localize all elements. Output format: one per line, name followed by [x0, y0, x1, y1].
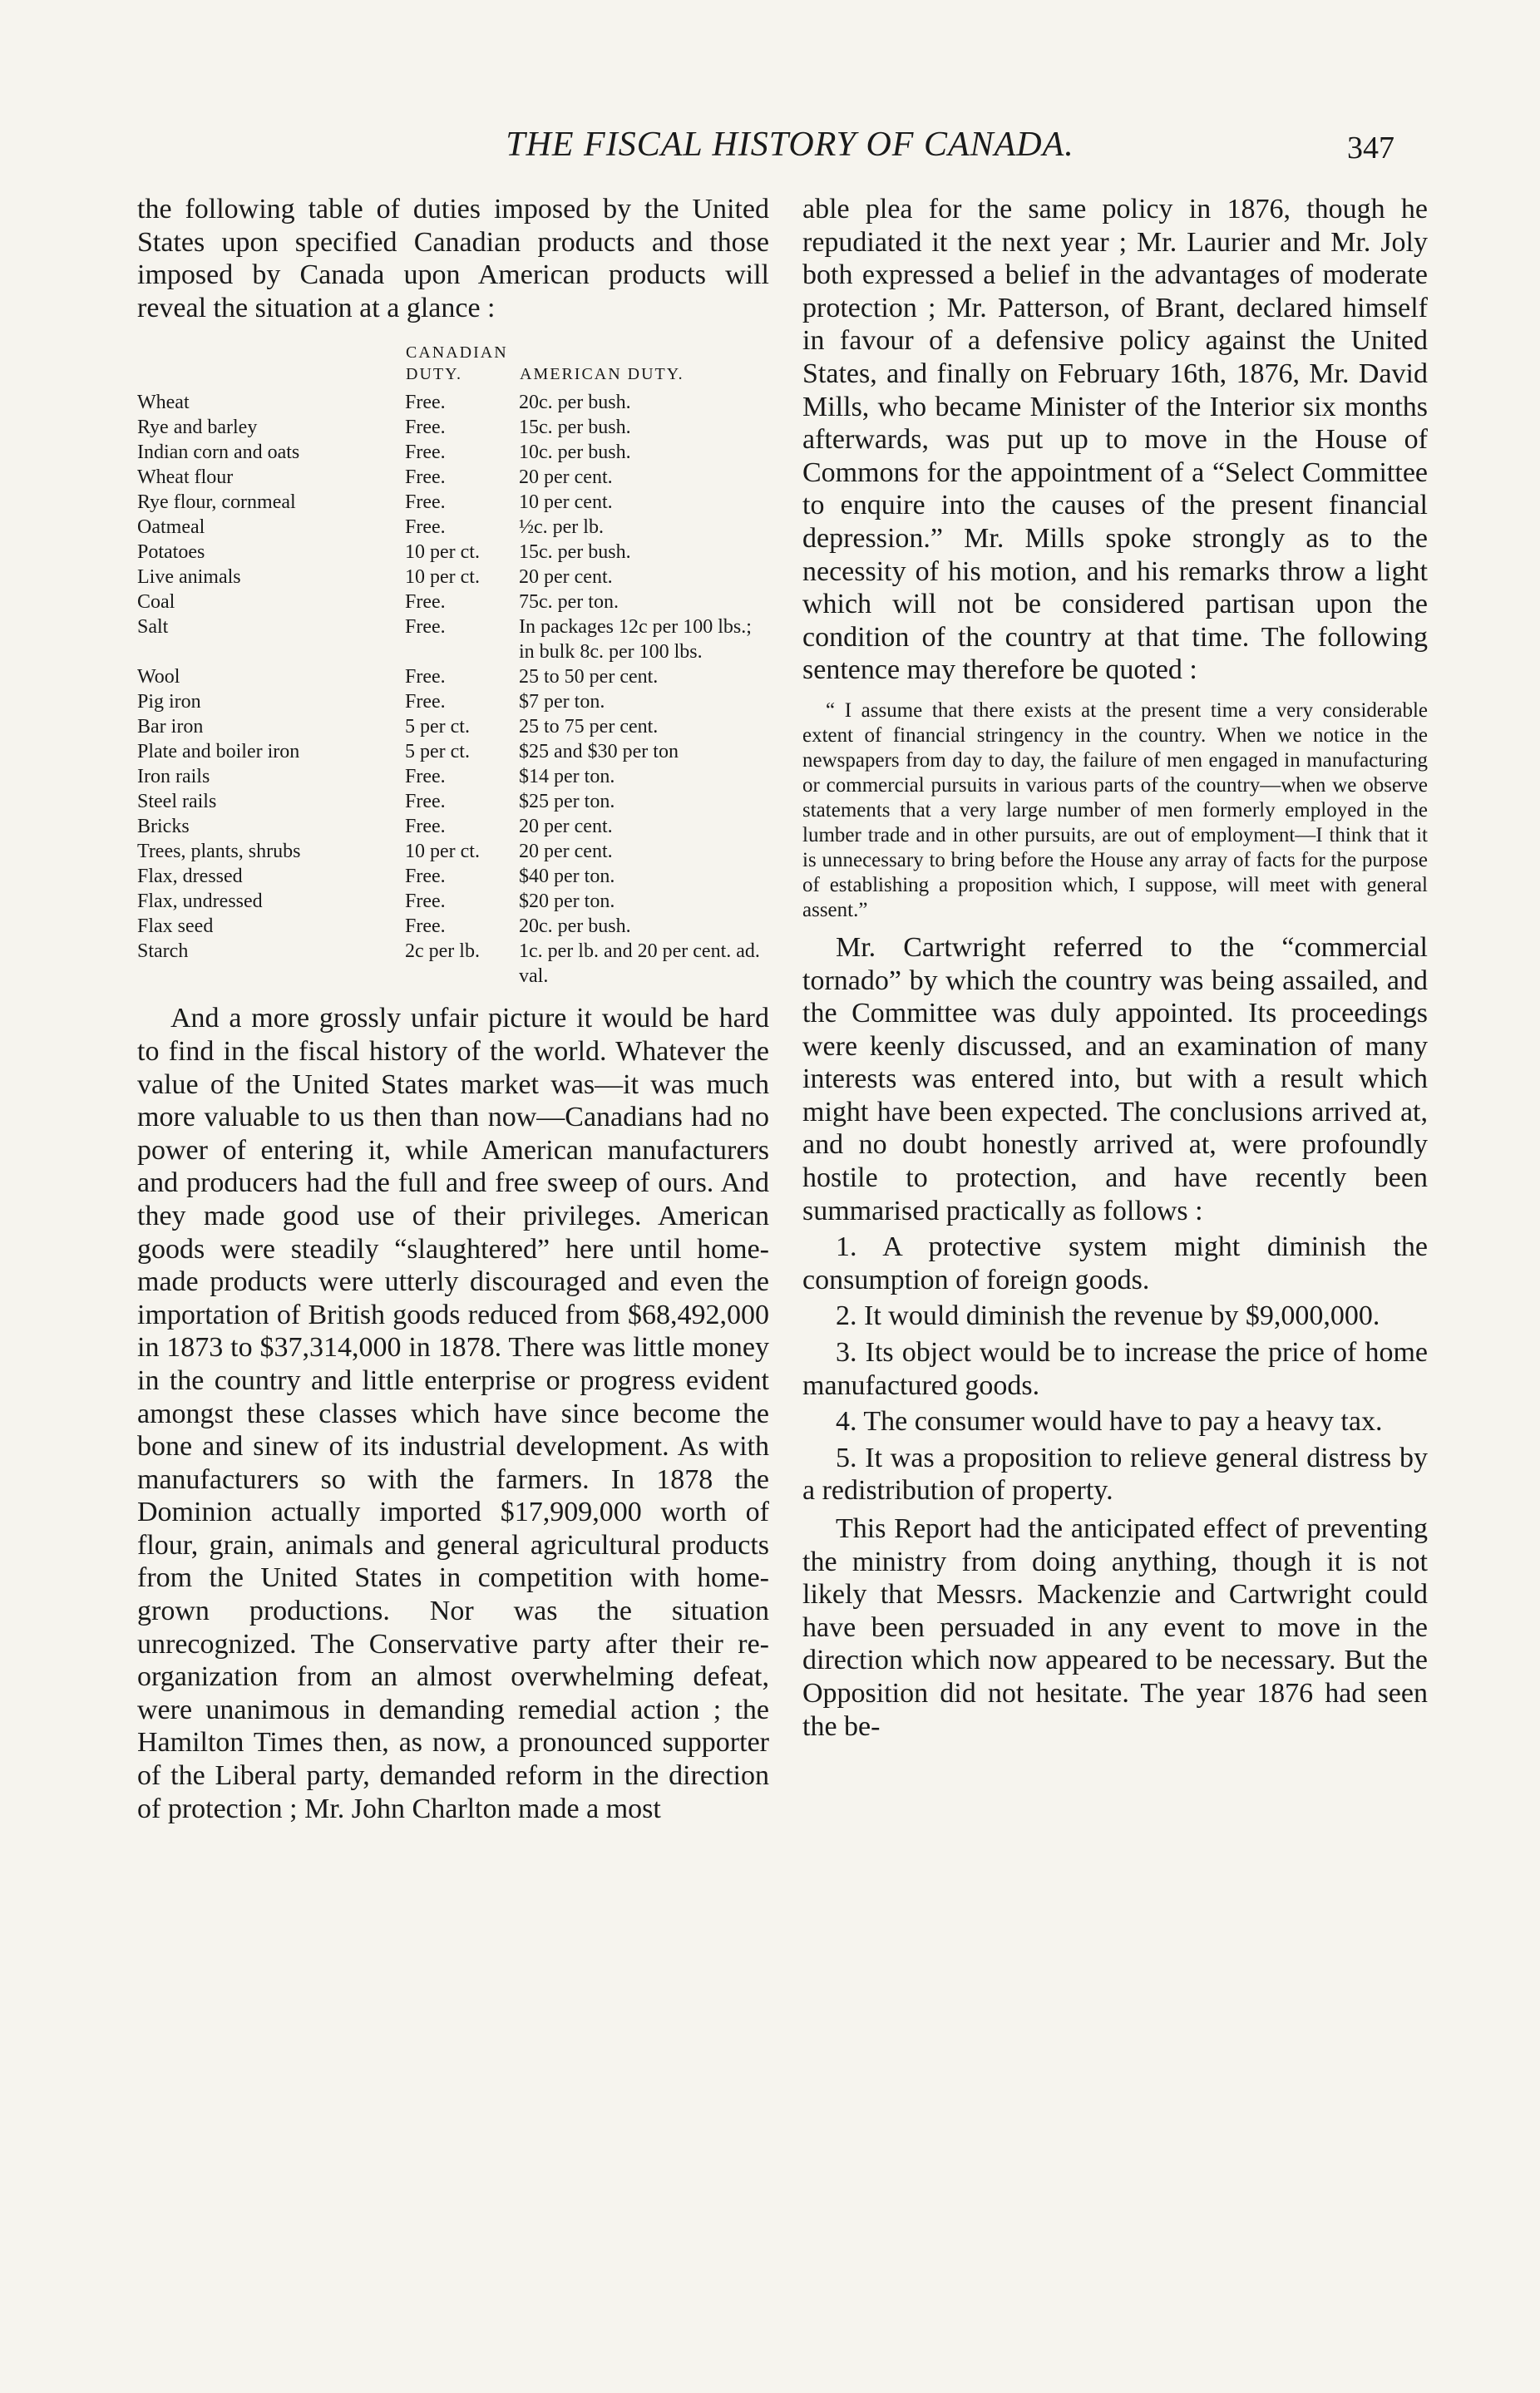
list-item: 5. It was a proposition to relieve general distress by a redistribution of property. — [802, 1442, 1428, 1507]
table-cell-item: Rye and barley — [137, 417, 258, 439]
table-cell-canadian-duty: 10 per ct. — [405, 841, 480, 863]
list-item: 1. A protective system might diminish the consumption of foreign goods. — [802, 1231, 1428, 1295]
table-cell-canadian-duty: Free. — [405, 591, 446, 614]
table-cell-canadian-duty: Free. — [405, 866, 446, 888]
body-paragraph-continued: able plea for the same policy in 1876, though he repudiated it the next year ; Mr. Laurier and Mr. Joly both expressed a belief in the advantages of moderate protection ; Mr. Patterson, of Brant, declared himself in favour of a defensive policy against the United States, and finally on February 16th, 1876, Mr. David Mills, who became Minister of the Interior six months afterwards, was put up to move in the House of Commons for the appointment of a “Select Committee to enquire into the causes of the present financial depression.” Mr. Mills spoke strongly as to the necessity of his motion, and his remarks throw a light which will not be considered partisan upon the condition of the country at that time. The following sentence may therefore be quoted : — [802, 194, 1428, 686]
list-item: 4. The consumer would have to pay a heavy tax. — [836, 1406, 1383, 1438]
table-cell-item: Bar iron — [137, 716, 204, 738]
table-row — [137, 839, 769, 864]
table-cell-canadian-duty: 5 per ct. — [405, 716, 470, 738]
table-cell-american-duty: $14 per ton. — [519, 766, 615, 788]
table-cell-american-duty: In packages 12c per 100 lbs.; in bulk 8c. per 100 lbs. — [519, 616, 752, 664]
body-paragraph: And a more grossly unfair picture it would be hard to find in the fiscal history of the world. Whatever the value of the United States market was—it was much more valuable to us then than now—Canadians had no power of entering it, while American manufacturers and producers had the full and free sweep of ours. And they made good use of their privileges. American goods were steadily “slaughtered” here until home-made products were utterly discouraged and even the importation of British goods reduced from $68,492,000 in 1873 to $37,314,000 in 1878. There was little money in the country and little enterprise or progress evident amongst these classes which have since become the bone and sinew of its industrial development. As with manufacturers so with the farmers. In 1878 the Dominion actually imported $17,909,000 worth of flour, grain, animals and general agricultural products from the United States in competition with home-grown productions. Nor was the situation unrecognized. The Conservative party after their re-organization from an almost overwhelming defeat, were unanimous in demanding remedial action ; the Hamilton Times then, as now, a pronounced supporter of the Liberal party, demanded reform in the direction of protection ; Mr. John Charlton made a most — [137, 1003, 769, 1824]
table-row — [137, 764, 769, 789]
intro-paragraph: the following table of duties imposed by the United States upon specified Canadian products and those imposed by Canada upon American products will reveal the situation at a glance : — [137, 194, 769, 323]
cartwright-paragraph: Mr. Cartwright referred to the “commercial tornado” by which the country was being assailed, and the Committee was duly appointed. Its proceedings were keenly discussed, and an examination of many interests was entered into, but with a result which might have been expected. The conclusions arrived at, and no doubt honestly arrived at, were profoundly hostile to protection, and have recently been summarised practically as follows : — [802, 931, 1428, 1226]
table-cell-american-duty: 1c. per lb. and 20 per cent. ad. val. — [519, 940, 760, 988]
table-cell-canadian-duty: Free. — [405, 466, 446, 489]
right-column — [802, 193, 1428, 1743]
table-cell-item: Plate and boiler iron — [137, 741, 300, 763]
table-row — [137, 689, 769, 714]
table-cell-american-duty: 20 per cent. — [519, 841, 613, 863]
table-cell-american-duty: 15c. per bush. — [519, 417, 631, 439]
table-row — [137, 515, 769, 540]
running-title: THE FISCAL HISTORY OF CANADA. — [506, 126, 1074, 164]
header-canadian-duty: CANADIAN DUTY. — [406, 343, 508, 384]
table-cell-item: Rye flour, cornmeal — [137, 491, 296, 514]
table-row — [137, 889, 769, 914]
list-item: 3. Its object would be to increase the price of home manufactured goods. — [802, 1337, 1428, 1401]
table-cell-canadian-duty: Free. — [405, 491, 446, 514]
table-cell-item: Flax, undressed — [137, 891, 263, 913]
table-row — [137, 714, 769, 739]
table-row — [137, 739, 769, 764]
table-cell-canadian-duty: 5 per ct. — [405, 741, 470, 763]
table-cell-item: Live animals — [137, 566, 241, 589]
table-cell-american-duty: 75c. per ton. — [519, 591, 619, 614]
table-cell-american-duty: 25 to 50 per cent. — [519, 666, 659, 688]
list-item: 2. It would diminish the revenue by $9,000,000. — [836, 1300, 1380, 1332]
table-cell-american-duty: 20c. per bush. — [519, 915, 631, 938]
table-cell-item: Trees, plants, shrubs — [137, 841, 301, 863]
table-row — [137, 440, 769, 465]
table-row — [137, 490, 769, 515]
table-cell-canadian-duty: Free. — [405, 516, 446, 539]
page-number: 347 — [1347, 131, 1394, 165]
table-cell-item: Bricks — [137, 816, 190, 838]
table-cell-item: Wool — [137, 666, 180, 688]
conclusions-list — [802, 1231, 1428, 1507]
table-cell-canadian-duty: Free. — [405, 891, 446, 913]
table-cell-american-duty: 20 per cent. — [519, 466, 613, 489]
table-cell-canadian-duty: Free. — [405, 616, 446, 639]
table-cell-canadian-duty: Free. — [405, 816, 446, 838]
table-row — [137, 864, 769, 889]
table-cell-item: Iron rails — [137, 766, 210, 788]
table-row — [137, 914, 769, 939]
table-cell-item: Starch — [137, 940, 189, 963]
header-item — [137, 341, 405, 390]
table-row — [137, 565, 769, 590]
table-cell-american-duty: ½c. per lb. — [519, 516, 604, 539]
table-cell-item: Steel rails — [137, 791, 217, 813]
table-cell-canadian-duty: 2c per lb. — [405, 940, 480, 963]
table-cell-canadian-duty: Free. — [405, 791, 446, 813]
table-cell-canadian-duty: 10 per ct. — [405, 566, 480, 589]
table-cell-canadian-duty: Free. — [405, 392, 446, 414]
table-cell-american-duty: 10 per cent. — [519, 491, 613, 514]
table-row — [137, 939, 769, 989]
table-cell-american-duty: $25 per ton. — [519, 791, 615, 813]
table-cell-american-duty: 20 per cent. — [519, 566, 613, 589]
table-row — [137, 465, 769, 490]
table-cell-american-duty: $25 and $30 per ton — [519, 741, 679, 763]
table-cell-canadian-duty: Free. — [405, 766, 446, 788]
header-american-duty: AMERICAN DUTY. — [520, 365, 684, 384]
table-cell-american-duty: 20 per cent. — [519, 816, 613, 838]
table-cell-canadian-duty: Free. — [405, 417, 446, 439]
table-cell-american-duty: $40 per ton. — [519, 866, 615, 888]
table-cell-american-duty: 10c. per bush. — [519, 442, 631, 464]
report-paragraph: This Report had the anticipated effect of preventing the ministry from doing anything, though it is not likely that Messrs. Mackenzie and Cartwright could have been persuaded in any event to move in the direction which now appeared to be necessary. But the Opposition did not hesitate. The year 1876 had seen the be- — [802, 1513, 1428, 1742]
table-row — [137, 614, 769, 664]
table-cell-item: Wheat flour — [137, 466, 234, 489]
table-cell-item: Oatmeal — [137, 516, 205, 539]
table-cell-canadian-duty: Free. — [405, 691, 446, 713]
table-row — [137, 390, 769, 415]
table-row — [137, 814, 769, 839]
duty-table-body — [137, 390, 769, 989]
table-cell-item: Potatoes — [137, 541, 205, 564]
table-cell-american-duty: $7 per ton. — [519, 691, 605, 713]
table-row — [137, 590, 769, 614]
table-cell-item: Coal — [137, 591, 175, 614]
table-row — [137, 664, 769, 689]
table-cell-item: Flax, dressed — [137, 866, 243, 888]
table-cell-item: Pig iron — [137, 691, 201, 713]
table-cell-item: Salt — [137, 616, 169, 639]
table-row — [137, 415, 769, 440]
table-cell-american-duty: $20 per ton. — [519, 891, 615, 913]
table-row — [137, 789, 769, 814]
table-cell-canadian-duty: Free. — [405, 666, 446, 688]
table-cell-canadian-duty: Free. — [405, 442, 446, 464]
table-cell-item: Wheat — [137, 392, 190, 414]
table-cell-canadian-duty: 10 per ct. — [405, 541, 480, 564]
table-cell-american-duty: 25 to 75 per cent. — [519, 716, 659, 738]
left-column — [137, 193, 769, 1825]
quotation-block — [802, 698, 1428, 923]
table-cell-canadian-duty: Free. — [405, 915, 446, 938]
table-row — [137, 540, 769, 565]
quotation-text: “ I assume that there exists at the present time a very considerable extent of financial stringency in the country. When we notice in the newspapers from day to day, the failure of men engaged in manufacturing or commercial pursuits in various parts of the country—when we observe statements that a very large number of men formerly employed in the lumber trade and in other pursuits, are out of employment—I think that it is unnecessary to bring before the House any array of facts for the purpose of establishing a proposition which, I suppose, will meet with general assent.” — [802, 698, 1428, 921]
table-cell-item: Indian corn and oats — [137, 442, 300, 464]
page-header — [0, 125, 1540, 183]
table-cell-american-duty: 20c. per bush. — [519, 392, 631, 414]
table-cell-item: Flax seed — [137, 915, 214, 938]
duty-table — [137, 341, 769, 989]
table-cell-american-duty: 15c. per bush. — [519, 541, 631, 564]
duty-table-header — [137, 341, 769, 390]
